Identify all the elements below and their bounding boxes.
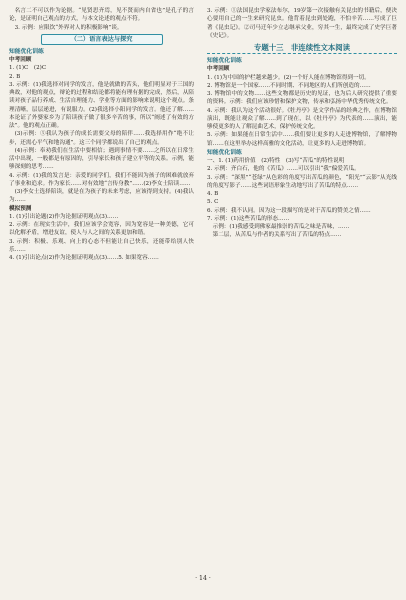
answer-paragraph: 4. 示例：(1)我的发言是：亲爱的同学们，我们不能因为孩子的困难就放弃了事业和追求。作为家长……对有效地“言传身教”……(2)李女士陪读……	[9, 172, 194, 187]
section-heading: 知能优化训练	[207, 58, 242, 64]
answer-paragraph: 2. 示例：在现实生活中，我们应该学会宽容，因为宽容是一种美德，它可以化解矛盾，增进友谊，使人与人之间的关系更加和谐。	[9, 222, 194, 237]
answer-paragraph: 2. 示例：齐白石，他的《苦瓜》……可以引出“我”偏爱苦瓜。	[207, 166, 360, 173]
answer-paragraph: 3. 示例：(1)我选择对同学的发言，他是就做的苦头，他们明显对于三国的典故，对他的观点，辩论的过程和结论都将能有理有据的完成，然后，从陪读对孩子品行养成、生活自理能力、学业等方面的影响来说明这个观点。条理清晰，层层递进，有说服力。(2)我选择小阳同学的发言。他还了解……本论证了外婆家乡为了陪读孩子做了很多辛苦的事，所以“阐述了有效的方法”。他的观点正确。	[9, 81, 194, 129]
answer-paragraph: 3. 示例：①法国昆虫学家法布尔，19岁第一次接触有关昆虫的书籍后，便决心要用自己的一生来研究昆虫。他背着昆虫到处跑，不怕辛苦……写成了巨著《昆虫记》。②司马迁年少立志继承父业，穷其一生，最终完成了史学巨著《史记》。	[207, 8, 397, 39]
answer-paragraph: 3. 示例：积极、乐观、向上的心态不但能让自己快乐，还能带给别人快乐……	[9, 238, 194, 253]
answer-paragraph: 3. 博物馆中的文物……这些文物都是历史的见证，也为后人研究提供了重要的资料。示例：我们应该珍惜和保护文物，传承和弘扬中华优秀传统文化。	[207, 91, 397, 106]
answer-line: 2. B	[9, 73, 21, 80]
answer-paragraph: 示例：(1)我感受到佛家最推崇的苦瓜之味是苦味，……	[212, 224, 350, 230]
answer-paragraph: 4. (1)引出论点(2)作为论据证明观点(3)……5. 如果宽容……	[9, 255, 159, 261]
subsection-heading: 中考回顾	[207, 66, 230, 73]
right-column	[207, 7, 397, 240]
answer-line: 5. C	[207, 199, 219, 206]
answer-3: 3. 示例：应限饮“外界对人的积极影响”谈。	[14, 24, 123, 31]
answer-paragraph: 5. 示例：如果能在日常生活中……我们要让更多的人走进博物馆，了解博物馆……在这里举办这样高雅的文化活动，让更多的人走进博物馆。	[207, 132, 397, 147]
intro-paragraph: 名言二不可以作为论据。“见贤思齐焉，见不贤而内自省也”是孔子的言论，是证明自己观点的方式，与本文论述的观点不符。	[9, 8, 194, 23]
left-column	[9, 7, 194, 262]
answer-line: 1. (1)C (2)C	[9, 65, 47, 72]
answer-paragraph: 4. 示例：我认为这个活动很好。《牡丹亭》是文学作品的经典之作，在博物馆演出，既能让观众了解……到了现在，以《牡丹亭》为代表的……演出，能够使更多的人了解昆曲艺术，保护传统文化。	[207, 107, 397, 130]
chapter-title: 专题十三 非连续性文本阅读	[207, 42, 397, 54]
answer-paragraph: 第二层，从苦瓜与作者的关系写出了苦瓜的特点……	[212, 232, 342, 239]
section-heading: 知能优化训练	[9, 48, 44, 55]
answer-paragraph: 1. (1)为中国的护栏越来越少。(2)一个好人能在博物馆得到一切。	[207, 74, 370, 81]
answer-paragraph: (4)示例：奉劝我们在生活中要相信；遇到事情不要……之所以在日常生活中出现，一般都是有原因的，引导家长和孩子建立平等的关系。示例，能够深刻的思考……	[9, 147, 194, 171]
subsection-heading: 模拟预测	[9, 205, 32, 212]
section-heading: 知能优化训练	[207, 149, 242, 156]
answer-paragraph: 1. (1)引出论题(2)作为论据证明观点(3)……	[9, 213, 119, 220]
subsection-heading: 中考回顾	[9, 57, 32, 63]
answer-paragraph: 7. 示例：(1)这些苦瓜的形态……	[207, 215, 290, 222]
answer-line: 4. B	[207, 191, 219, 197]
section-box-title: （二）语言表达与探究	[41, 34, 163, 45]
answer-paragraph: 一、1. (1)药用价值 (2)特性 (3)写“苦瓜”的特性说明	[207, 158, 345, 164]
page-number: · 14 ·	[195, 575, 211, 582]
answer-paragraph: (3)示例：⑤我认为孩子的成长需要父母的陪伴……我选择用作“绝不让步，还需心平气和地沟通”。这三个同学都说出了自己的观点。	[9, 131, 194, 146]
answer-paragraph: (3)李女士选择陪读，就是在为孩子的未来考虑，应该得到支持。(4)我认为……	[9, 189, 194, 204]
answer-paragraph: 2. 博物馆是一个国家……不同时期、不同地区的人们所创造的……	[207, 82, 371, 89]
answer-paragraph: 6. 示例：我不认同。因为这一段描写的是对于苦瓜的赞美之情……	[207, 207, 371, 214]
answer-paragraph: 3. 示例：“深黑”“苍绿”从色彩的角度写出苦瓜的颜色，“阳光”“云影”从光线的角度写影子……这些词语形象生动地写出了苦瓜的特点……	[207, 174, 397, 189]
